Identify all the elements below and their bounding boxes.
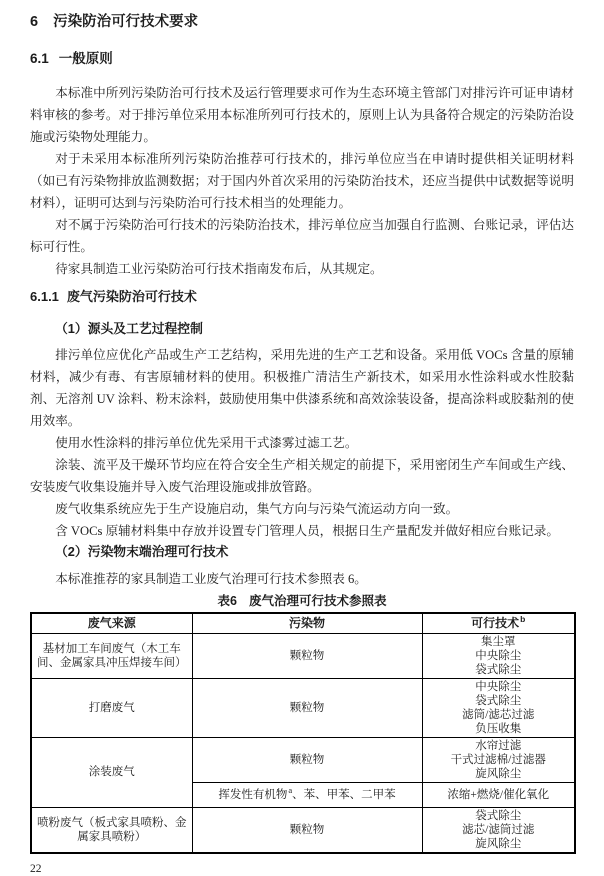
table-row-coating-particulate — [31, 737, 575, 782]
table-6-caption — [30, 593, 574, 609]
footnote-marker-b: b — [520, 614, 526, 625]
cell-pollutant: 颗粒物 — [192, 737, 422, 782]
technology-item: 旋风除尘 — [475, 837, 522, 850]
subheading-end-treatment: （2）污染物末端治理可行技术 — [55, 544, 229, 559]
section-6-1-1-heading — [30, 287, 574, 307]
section-number: 6 — [30, 14, 39, 30]
cell-pollutant: 颗粒物 — [192, 807, 422, 853]
technology-item: 滤芯/滤筒过滤 — [462, 823, 535, 836]
section-number: 6.1.1 — [30, 289, 59, 304]
technology-item: 水帘过滤 — [475, 739, 522, 752]
column-header-feasible-technology — [422, 613, 575, 633]
technology-item: 袋式除尘 — [475, 694, 522, 707]
paragraph-source-5: 含 VOCs 原辅材料集中存放并设置专门管理人员，根据日生产量配发并做好相应台账记录。 — [55, 524, 559, 538]
footnote-marker-a: a — [288, 784, 293, 795]
section-6-heading — [30, 12, 574, 32]
header-text: 可行技术 — [471, 616, 520, 631]
section-title: 一般原则 — [58, 51, 113, 66]
column-header-waste-gas-source: 废气来源 — [31, 613, 192, 633]
table-label: 表6 — [217, 594, 237, 608]
technology-item: 集尘罩 — [481, 635, 516, 648]
technology-item: 袋式除尘 — [475, 809, 522, 822]
technology-item: 中央除尘 — [475, 680, 522, 693]
technology-item: 浓缩+燃烧/催化氧化 — [447, 788, 550, 801]
table-header-row — [31, 613, 575, 633]
cell-technology — [422, 782, 575, 807]
cell-technology — [422, 633, 575, 678]
paragraph-general-1: 本标准中所列污染防治可行技术及运行管理要求可作为生态环境主管部门对排污许可证申请材料审核的参考。对于排污单位采用本标准所列可行技术的，原则上认为具备符合规定的污染防治设施或污染物处理能力。 — [30, 86, 574, 144]
paragraph-source-4: 废气收集系统应先于生产设施启动，集气方向与污染气流运动方向一致。 — [55, 502, 459, 516]
cell-source: 涂装废气 — [31, 737, 192, 807]
section-title: 废气污染防治可行技术 — [66, 289, 197, 304]
cell-technology — [422, 807, 575, 853]
section-title: 污染防治可行技术要求 — [53, 14, 199, 30]
cell-source: 基材加工车间废气（木工车间、金属家具冲压焊接车间） — [31, 633, 192, 678]
section-6-1-heading — [30, 49, 574, 69]
table-row-substrate-processing — [31, 633, 575, 678]
paragraph-source-3: 涂装、流平及干燥环节均应在符合安全生产相关规定的前提下，采用密闭生产车间或生产线、安装废气收集设施并导入废气治理设施或排放管路。 — [30, 458, 574, 494]
paragraph-source-2: 使用水性涂料的排污单位优先采用干式漆雾过滤工艺。 — [55, 436, 358, 450]
cell-pollutant — [192, 782, 422, 807]
table-row-sanding — [31, 678, 575, 737]
paragraph-general-2: 对于未采用本标准所列污染防治推荐可行技术的，排污单位应当在申请时提供相关证明材料（如已有污染物排放监测数据；对于国内外首次采用的污染防治技术，还应当提供中试数据等说明材料），证明可达到与污染防治可行技术相当的处理能力。 — [30, 152, 574, 210]
table-row-powder-spraying — [31, 807, 575, 853]
column-header-pollutant: 污染物 — [192, 613, 422, 633]
page-number: 22 — [30, 862, 42, 875]
paragraph-general-4: 待家具制造工业污染防治可行技术指南发布后，从其规定。 — [55, 262, 383, 276]
cell-pollutant: 颗粒物 — [192, 633, 422, 678]
technology-item: 中央除尘 — [475, 649, 522, 662]
paragraph-source-1: 排污单位应优化产品或生产工艺结构，采用先进的生产工艺和设备。采用低 VOCs 含量的原辅材料，减少有毒、有害原辅材料的使用。积极推广清洁生产新技术，如采用水性涂料或水性胶黏剂、无溶剂 UV 涂料、粉末涂料，鼓励使用集中供漆系统和高效涂装设备，提高涂料或胶黏剂的使用效率。 — [30, 348, 574, 428]
cell-pollutant: 颗粒物 — [192, 678, 422, 737]
cell-source: 喷粉废气（板式家具喷粉、金属家具喷粉） — [31, 807, 192, 853]
table-title: 废气治理可行技术参照表 — [248, 594, 387, 608]
pollutant-text: 挥发性有机物 — [218, 788, 288, 801]
technology-item: 袋式除尘 — [475, 663, 522, 676]
technology-item: 干式过滤棉/过滤器 — [450, 753, 546, 766]
pollutant-text: 、苯、甲苯、二甲苯 — [292, 788, 396, 801]
cell-technology — [422, 678, 575, 737]
cell-technology — [422, 737, 575, 782]
subheading-source-control: （1）源头及工艺过程控制 — [55, 321, 203, 336]
technology-item: 滤筒/滤芯过滤 — [462, 708, 535, 721]
paragraph-general-3: 对不属于污染防治可行技术的污染防治技术，排污单位应当加强自行监测、台账记录，评估达标可行性。 — [30, 218, 574, 254]
technology-item: 旋风除尘 — [475, 767, 522, 780]
table-6 — [30, 612, 576, 854]
paragraph-end-treatment: 本标准推荐的家具制造工业废气治理可行技术参照表 6。 — [55, 572, 367, 586]
section-number: 6.1 — [30, 51, 49, 66]
technology-item: 负压收集 — [475, 722, 522, 735]
cell-source: 打磨废气 — [31, 678, 192, 737]
